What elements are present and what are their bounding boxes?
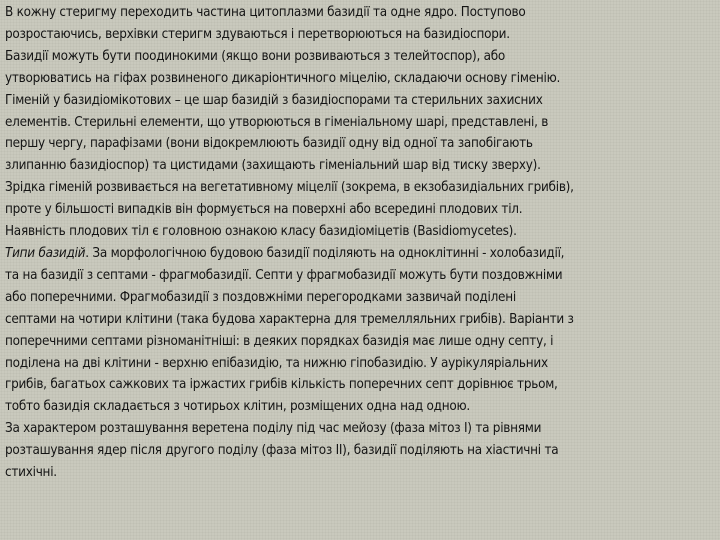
text-line: В кожну стеригму переходить частина цитоплазми базидії та одне ядро. Поступово	[5, 5, 526, 20]
text-line: грибів, багатьох сажкових та іржастих грибів кількість поперечних септ дорівнює трьом,	[5, 377, 558, 393]
text-line: стихічні.	[5, 465, 57, 481]
text-line: елементів. Стерильні елементи, що утворюються в гіменіальному шарі, представлені, в	[5, 114, 549, 130]
text-line: септами на чотири клітини (така будова характерна для тремелляльних грибів). Варіанти з	[5, 311, 574, 327]
text-line: поділена на дві клітини - верхню епібазидію, та нижню гіпобазидію. У аурікуляріальних	[5, 355, 548, 371]
text-line: За характером розташування веретена поділу під час мейозу (фаза мітоз I) та рівнями	[5, 421, 542, 437]
text-line-types-heading	[5, 243, 713, 265]
basidia-types-heading: Типи базидій	[5, 245, 86, 261]
text-line: розростаючись, верхівки стеригм здуваються і перетворюються на базидіоспори.	[5, 26, 510, 42]
text-line: першу чергу, парафізами (вони відокремлюють базидії одну від одної та запобігають	[5, 136, 533, 152]
text-line: Наявність плодових тіл є головною ознакою класу базидіоміцетів (Basidiomycetes).	[5, 224, 517, 240]
text-line: Зрідка гіменій розвивається на вегетативному міцелії (зокрема, в екзобазидіальних грибів),	[5, 180, 574, 196]
text-line: тобто базидія складається з чотирьох клітин, розміщених одна над одною.	[5, 399, 470, 415]
document-text	[5, 2, 713, 484]
text-line: поперечними септами різноманітніші: в деяких порядках базидія має лише одну септу, і	[5, 333, 554, 349]
text-line: або поперечними. Фрагмобазидії з поздовжніми перегородками зазвичай поділені	[5, 289, 516, 305]
text-line: утворюватись на гіфах розвиненого дикаріонтичного міцелію, складаючи основу гіменію.	[5, 70, 561, 86]
text-line: злипанню базидіоспор) та цистидами (захищають гіменіальний шар від тиску зверху).	[5, 158, 541, 174]
text-line: розташування ядер після другого поділу (фаза мітоз II), базидії поділяють на хіастичні та	[5, 443, 559, 459]
text-line: Гіменій у базидіомікотових – це шар базидій з базидіоспорами та стерильних захисних	[5, 92, 543, 108]
text-line: та на базидії з септами - фрагмобазидії. Септи у фрагмобазидії можуть бути поздовжніми	[5, 267, 563, 283]
text-line: проте у більшості випадків він формується на поверхні або всередині плодових тіл.	[5, 202, 523, 218]
text-run: . За морфологічною будовою базидії поділяють на одноклітинні - холобазидії,	[85, 245, 565, 261]
text-line: Базидії можуть бути поодинокими (якщо вони розвиваються з телейтоспор), або	[5, 48, 506, 64]
